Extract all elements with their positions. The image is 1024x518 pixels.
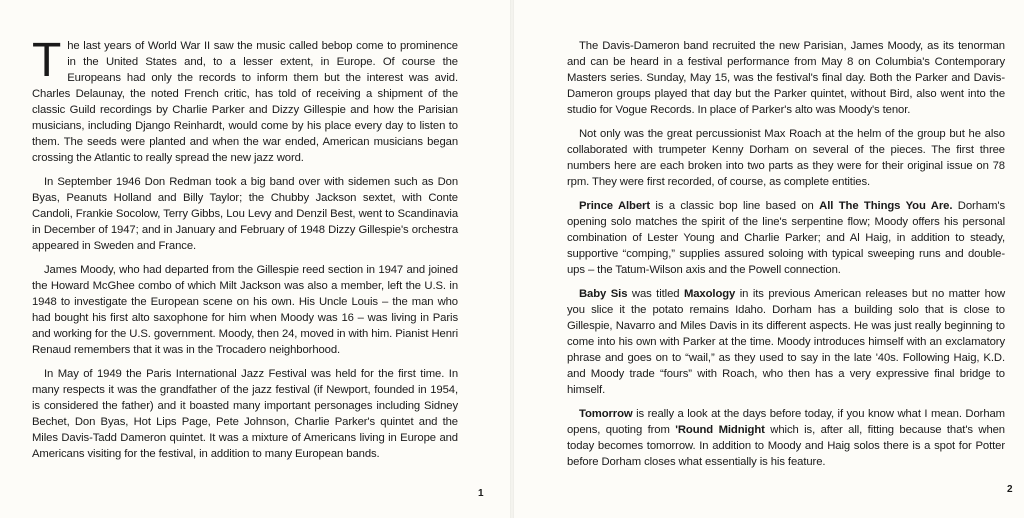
right-page (512, 0, 1024, 518)
drop-cap: T (32, 34, 62, 87)
paragraph-text: in its previous American releases but no matter how you slice it the potato remains Idaho. Dorham has a building solo that is close to Gillespie, Navarro and Miles Davis in its different aspects. He was just really beginning to come into his own with Parker at the time. Moody introduces himself with an exclamatory phrase and goes on to “wail,” as they used to say in the late '40s. Following Haig, K.D. and Moody trade “fours” with Roach, who then has a very expressive final bridge to himself. (567, 288, 1006, 396)
paragraph-text: is a classic bop line based on (650, 200, 820, 212)
tune-reference: All The Things You Are. (819, 200, 953, 212)
paragraph-text: Dorham's opening solo matches the spirit of the line's serpentine flow; Moody offers his personal combination of Lester Young and Charlie Parker; and Al Haig, in addition to steady, supportive “comping,” supplies assured soloing with typical sweeping runs and double-ups – the Tatum-Wilson axis and the Powell connection. (567, 200, 1005, 276)
right-column (567, 38, 1005, 478)
paragraph-text: which is, after all, fitting because that's when today becomes tomorrow. In addition to Moody and Haig solos there is a spot for Potter before Dorham closes what essentially is his feature. (567, 424, 1005, 468)
track-title-prince-albert: Prince Albert (579, 200, 650, 212)
tune-reference: 'Round Midnight (675, 424, 765, 436)
paragraph-davis-dameron: The Davis-Dameron band recruited the new Parisian, James Moody, as its tenorman and can be heard in a festival performance from May 8 on Columbia's Contemporary Masters series. Sunday, May 15, was the festival's final day. Both the Parker and Davis-Dameron groups played that day but the Parker quintet, without Bird, also went into the studio for Vogue Records. In place of Parker's alto was Moody's tenor. (567, 40, 1005, 116)
paragraph-intro (32, 34, 458, 166)
paragraph-festival: In May of 1949 the Paris International Jazz Festival was held for the first time. In many respects it was the grandfather of the jazz festival (if Newport, founded in 1954, is considered the father) and it boasted many important personages including Sidney Bechet, Don Byas, Hot Lips Page, Pete Johnson, Charlie Parker's quintet and the Miles Davis-Tadd Dameron quintet. It was a mixture of Americans living in Europe and Americans visiting for the festival, in addition to many European bands. (32, 368, 458, 460)
paragraph-intro-text: he last years of World War II saw the music called bebop come to prominence in the United States and, to a lesser extent, in Europe. Of course the Europeans had only the records to inform them but the interest was avid. Charles Delaunay, the noted French critic, has told of receiving a shipment of the classic Guild recordings by Charlie Parker and Dizzy Gillespie and how the Parisian musicians, including Django Reinhardt, would come by his place every day to listen to them. The seeds were planted and when the war ended, American musicians began crossing the Atlantic to really spread the new jazz word. (32, 40, 458, 164)
left-column (32, 34, 458, 470)
paragraph-moody: James Moody, who had departed from the Gillespie reed section in 1947 and joined the Howard McGhee combo of which Milt Jackson was also a member, left the U.S. in 1948 to investigate the European scene on his own. His Uncle Louis – the man who had bought his first alto saxophone for him when Moody was 16 – was living in Paris and working for the U.S. government. Moody, then 24, moved in with him. Pianist Henri Renaud remembers that it was in the Trocadero neighborhood. (32, 264, 458, 356)
paragraph-text: is really a look at the days before today, if you know what I mean. Dorham opens, quoting from (567, 408, 1005, 436)
paragraph-baby-sis (567, 286, 1005, 398)
paragraph-tomorrow (567, 406, 1005, 470)
paragraph-redman: In September 1946 Don Redman took a big band over with sidemen such as Don Byas, Peanuts Holland and Billy Taylor; the Chubby Jackson sextet, with Conte Candoli, Frankie Socolow, Terry Gibbs, Lou Levy and Denzil Best, went to Scandinavia in December of 1947; and in January and February of 1948 Dizzy Gillespie's orchestra appeared in Sweden and France. (32, 176, 458, 252)
track-title-baby-sis: Baby Sis (579, 288, 628, 300)
tune-reference: Maxology (683, 288, 736, 300)
page-number-right: 2 (1007, 484, 1013, 495)
page-number-left: 1 (478, 488, 484, 499)
track-title-tomorrow: Tomorrow (579, 408, 633, 420)
paragraph-max-roach: Not only was the great percussionist Max Roach at the helm of the group but he also collaborated with trumpeter Kenny Dorham on several of the pieces. The first three numbers here are each broken into two parts as they were for their original issue on 78 rpm. They were first recorded, of course, as complete entities. (567, 128, 1005, 188)
paragraph-prince-albert (567, 198, 1005, 278)
paragraph-text: was titled (627, 288, 684, 300)
